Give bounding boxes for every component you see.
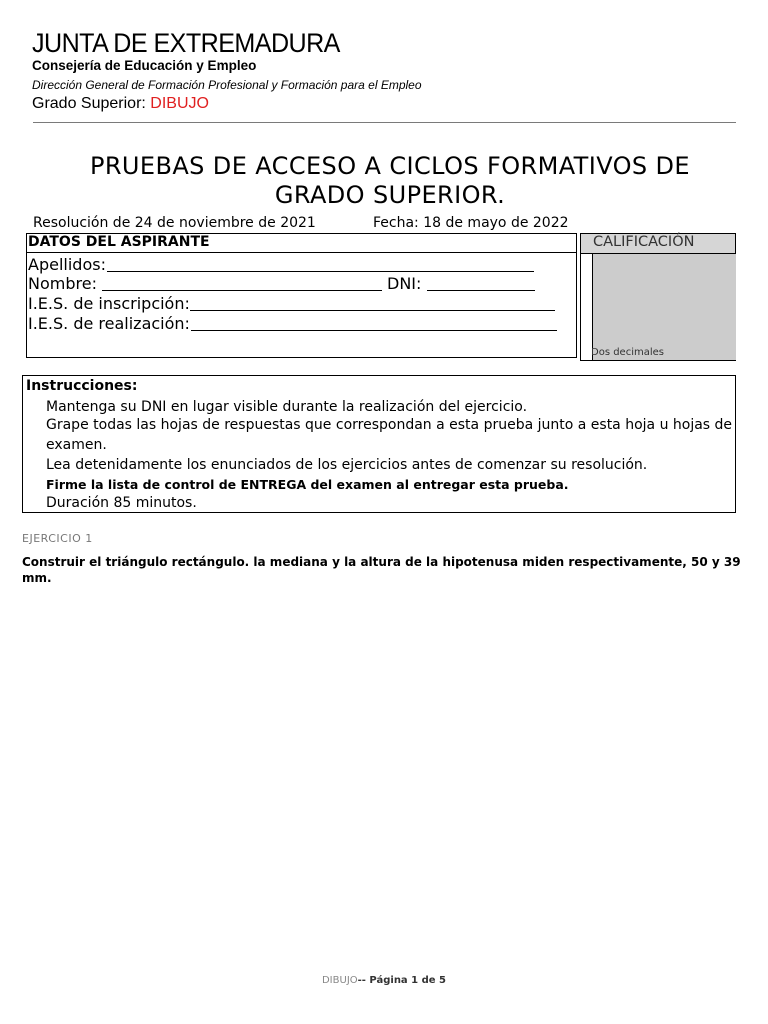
instruccion-item: Firme la lista de control de ENTREGA del examen al entregar esta prueba. bbox=[46, 477, 569, 492]
org-title: JUNTA DE EXTREMADURA bbox=[32, 28, 340, 58]
ejercicio-statement: Construir el triángulo rectángulo. la mediana y la altura de la hipotenusa miden respectivamente, 50 y 39 mm. bbox=[22, 555, 741, 585]
direccion-general-heading: Dirección General de Formación Profesional y Formación para el Empleo bbox=[32, 78, 422, 92]
instrucciones-box bbox=[22, 375, 736, 513]
grado-prefix: Grado Superior: bbox=[32, 95, 146, 112]
grado-subject: DIBUJO bbox=[150, 95, 209, 112]
instruccion-item: Duración 85 minutos. bbox=[46, 495, 197, 511]
dni-field[interactable] bbox=[427, 290, 535, 291]
datos-header-divider bbox=[26, 252, 577, 253]
ies-inscripcion-label: I.E.S. de inscripción: bbox=[28, 294, 190, 313]
page-title-line-1: PRUEBAS DE ACCESO A CICLOS FORMATIVOS DE bbox=[89, 152, 690, 180]
calificacion-note: Dos decimales bbox=[591, 347, 664, 358]
instruccion-item: examen. bbox=[46, 437, 107, 453]
nombre-field[interactable] bbox=[102, 290, 382, 291]
ies-realizacion-field[interactable] bbox=[191, 330, 557, 331]
instrucciones-title: Instrucciones: bbox=[26, 378, 138, 394]
grado-superior-line bbox=[32, 95, 209, 113]
nombre-label: Nombre: bbox=[28, 274, 97, 293]
datos-aspirante-title: DATOS DEL ASPIRANTE bbox=[28, 234, 210, 250]
calificacion-field[interactable] bbox=[592, 254, 736, 360]
instruccion-item: Lea detenidamente los enunciados de los ejercicios antes de comenzar su resolución. bbox=[46, 457, 648, 473]
ies-realizacion-label: I.E.S. de realización: bbox=[28, 314, 190, 333]
page-title-line-2: GRADO SUPERIOR. bbox=[274, 181, 506, 209]
footer-subject: DIBUJO bbox=[321, 975, 358, 986]
calificacion-title: CALIFICACIÓN bbox=[593, 234, 695, 250]
resolucion-text: Resolución de 24 de noviembre de 2021 bbox=[33, 215, 316, 231]
page-footer bbox=[0, 975, 768, 986]
fecha-text: Fecha: 18 de mayo de 2022 bbox=[373, 215, 569, 231]
ejercicio-label: EJERCICIO 1 bbox=[22, 532, 93, 545]
apellidos-label: Apellidos: bbox=[28, 255, 106, 274]
apellidos-field[interactable] bbox=[107, 271, 534, 272]
instruccion-item: Mantenga su DNI en lugar visible durante la realización del ejercicio. bbox=[46, 399, 528, 415]
header-divider bbox=[33, 122, 736, 123]
consejeria-heading: Consejería de Educación y Empleo bbox=[32, 58, 257, 73]
instruccion-item: Grape todas las hojas de respuestas que correspondan a esta prueba junto a esta hoja u hojas de bbox=[46, 417, 733, 433]
dni-label: DNI: bbox=[387, 274, 422, 293]
ies-inscripcion-field[interactable] bbox=[190, 310, 555, 311]
footer-page-number: -- Página 1 de 5 bbox=[357, 975, 446, 986]
page-title bbox=[60, 152, 720, 210]
